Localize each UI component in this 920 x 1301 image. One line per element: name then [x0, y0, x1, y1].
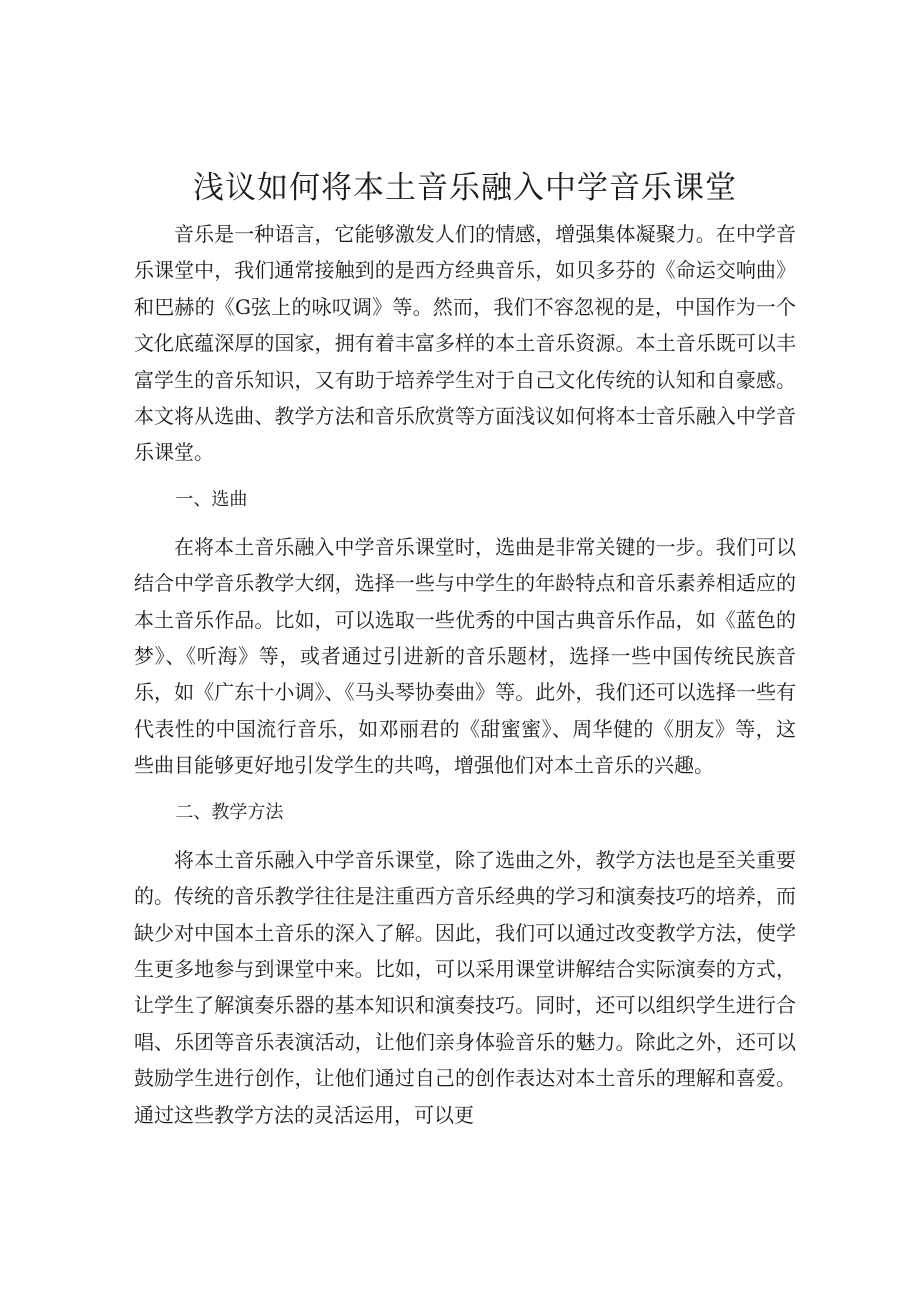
section-paragraph: 将本土音乐融入中学音乐课堂，除了选曲之外，教学方法也是至关重要的。传统的音乐教学往往是注重西方音乐经典的学习和演奏技巧的培养，而缺少对中国本土音乐的深入了解。因此，我们可以通过改变教学方法，使学生更多地参与到课堂中来。比如，可以采用课堂讲解结合实际演奏的方式，让学生了解演奏乐器的基本知识和演奏技巧。同时，还可以组织学生进行合唱、乐团等音乐表演活动，让他们亲身体验音乐的魅力。除此之外，还可以鼓励学生进行创作，让他们通过自己的创作表达对本土音乐的理解和喜爱。通过这些教学方法的灵活运用，可以更 — [134, 847, 796, 1127]
section-teaching-methods — [134, 799, 796, 1133]
section-heading: 二、教学方法 — [175, 801, 284, 823]
section-song-selection — [134, 486, 796, 784]
document-title: 浅议如何将本土音乐融入中学音乐课堂 — [193, 170, 737, 206]
section-paragraph: 在将本土音乐融入中学音乐课堂时，选曲是非常关键的一步。我们可以结合中学音乐教学大纲，选择一些与中学生的年龄特点和音乐素养相适应的本土音乐作品。比如，可以选取一些优秀的中国古典音乐作品，如《蓝色的梦》、《听海》等，或者通过引进新的音乐题材，选择一些中国传统民族音乐，如《广东十小调》、《马头琴协奏曲》等。此外，我们还可以选择一些有代表性的中国流行音乐，如邓丽君的《甜蜜蜜》、周华健的《朋友》等，这些曲目能够更好地引发学生的共鸣，增强他们对本土音乐的兴趣。 — [134, 534, 796, 778]
document-page — [134, 160, 796, 1133]
section-heading: 一、选曲 — [175, 488, 248, 510]
intro-paragraph: 音乐是一种语言，它能够激发人们的情感，增强集体凝聚力。在中学音乐课堂中，我们通常接触到的是西方经典音乐，如贝多芬的《命运交响曲》和巴赫的《G弦上的咏叹调》等。然而，我们不容忽视的是，中国作为一个文化底蕴深厚的国家，拥有着丰富多样的本土音乐资源。本土音乐既可以丰富学生的音乐知识，又有助于培养学生对于自己文化传统的认知和自豪感。本文将从选曲、教学方法和音乐欣赏等方面浅议如何将本士音乐融入中学音乐课堂。 — [134, 222, 796, 465]
